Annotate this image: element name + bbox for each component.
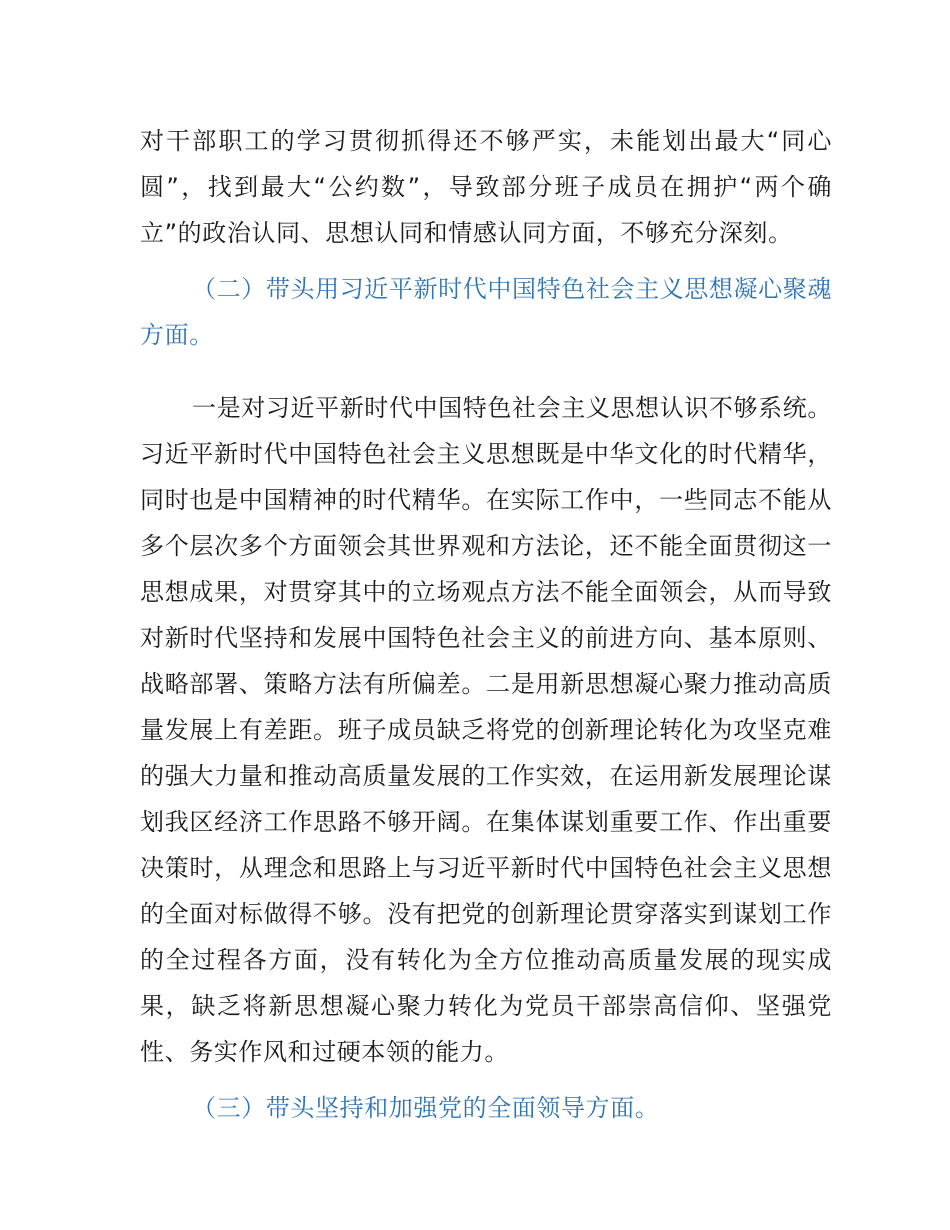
paragraph-continuation: 对干部职工的学习贯彻抓得还不够严实，未能划出最大“同心圆”，找到最大“公约数”，导致部分班子成员在拥护“两个确立”的政治认同、思想认同和情感认同方面，不够充分深刻。 [140, 127, 832, 247]
body-paragraph: 一是对习近平新时代中国特色社会主义思想认识不够系统。习近平新时代中国特色社会主义思想既是中华文化的时代精华，同时也是中国精神的时代精华。在实际工作中，一些同志不能从多个层次多个方面领会其世界观和方法论，还不能全面贯彻这一思想成果，对贯穿其中的立场观点方法不能全面领会，从而导致对新时代坚持和发展中国特色社会主义的前进方向、基本原则、战略部署、策略方法有所偏差。二是用新思想凝心聚力推动高质量发展上有差距。班子成员缺乏将党的创新理论转化为攻坚克难的强大力量和推动高质量发展的工作实效，在运用新发展理论谋划我区经济工作思路不够开阔。在集体谋划重要工作、作出重要决策时，从理念和思路上与习近平新时代中国特色社会主义思想的全面对标做得不够。没有把党的创新理论贯穿落实到谋划工作的全过程各方面，没有转化为全方位推动高质量发展的现实成果，缺乏将新思想凝心聚力转化为党员干部崇高信仰、坚强党性、务实作风和过硬本领的能力。 [140, 394, 832, 1066]
section-heading-3: （三）带头坚持和加强党的全面领导方面。 [192, 1094, 660, 1122]
section-heading-2: （二）带头用习近平新时代中国特色社会主义思想凝心聚魂方面。 [140, 275, 832, 349]
document-page [140, 118, 832, 1131]
